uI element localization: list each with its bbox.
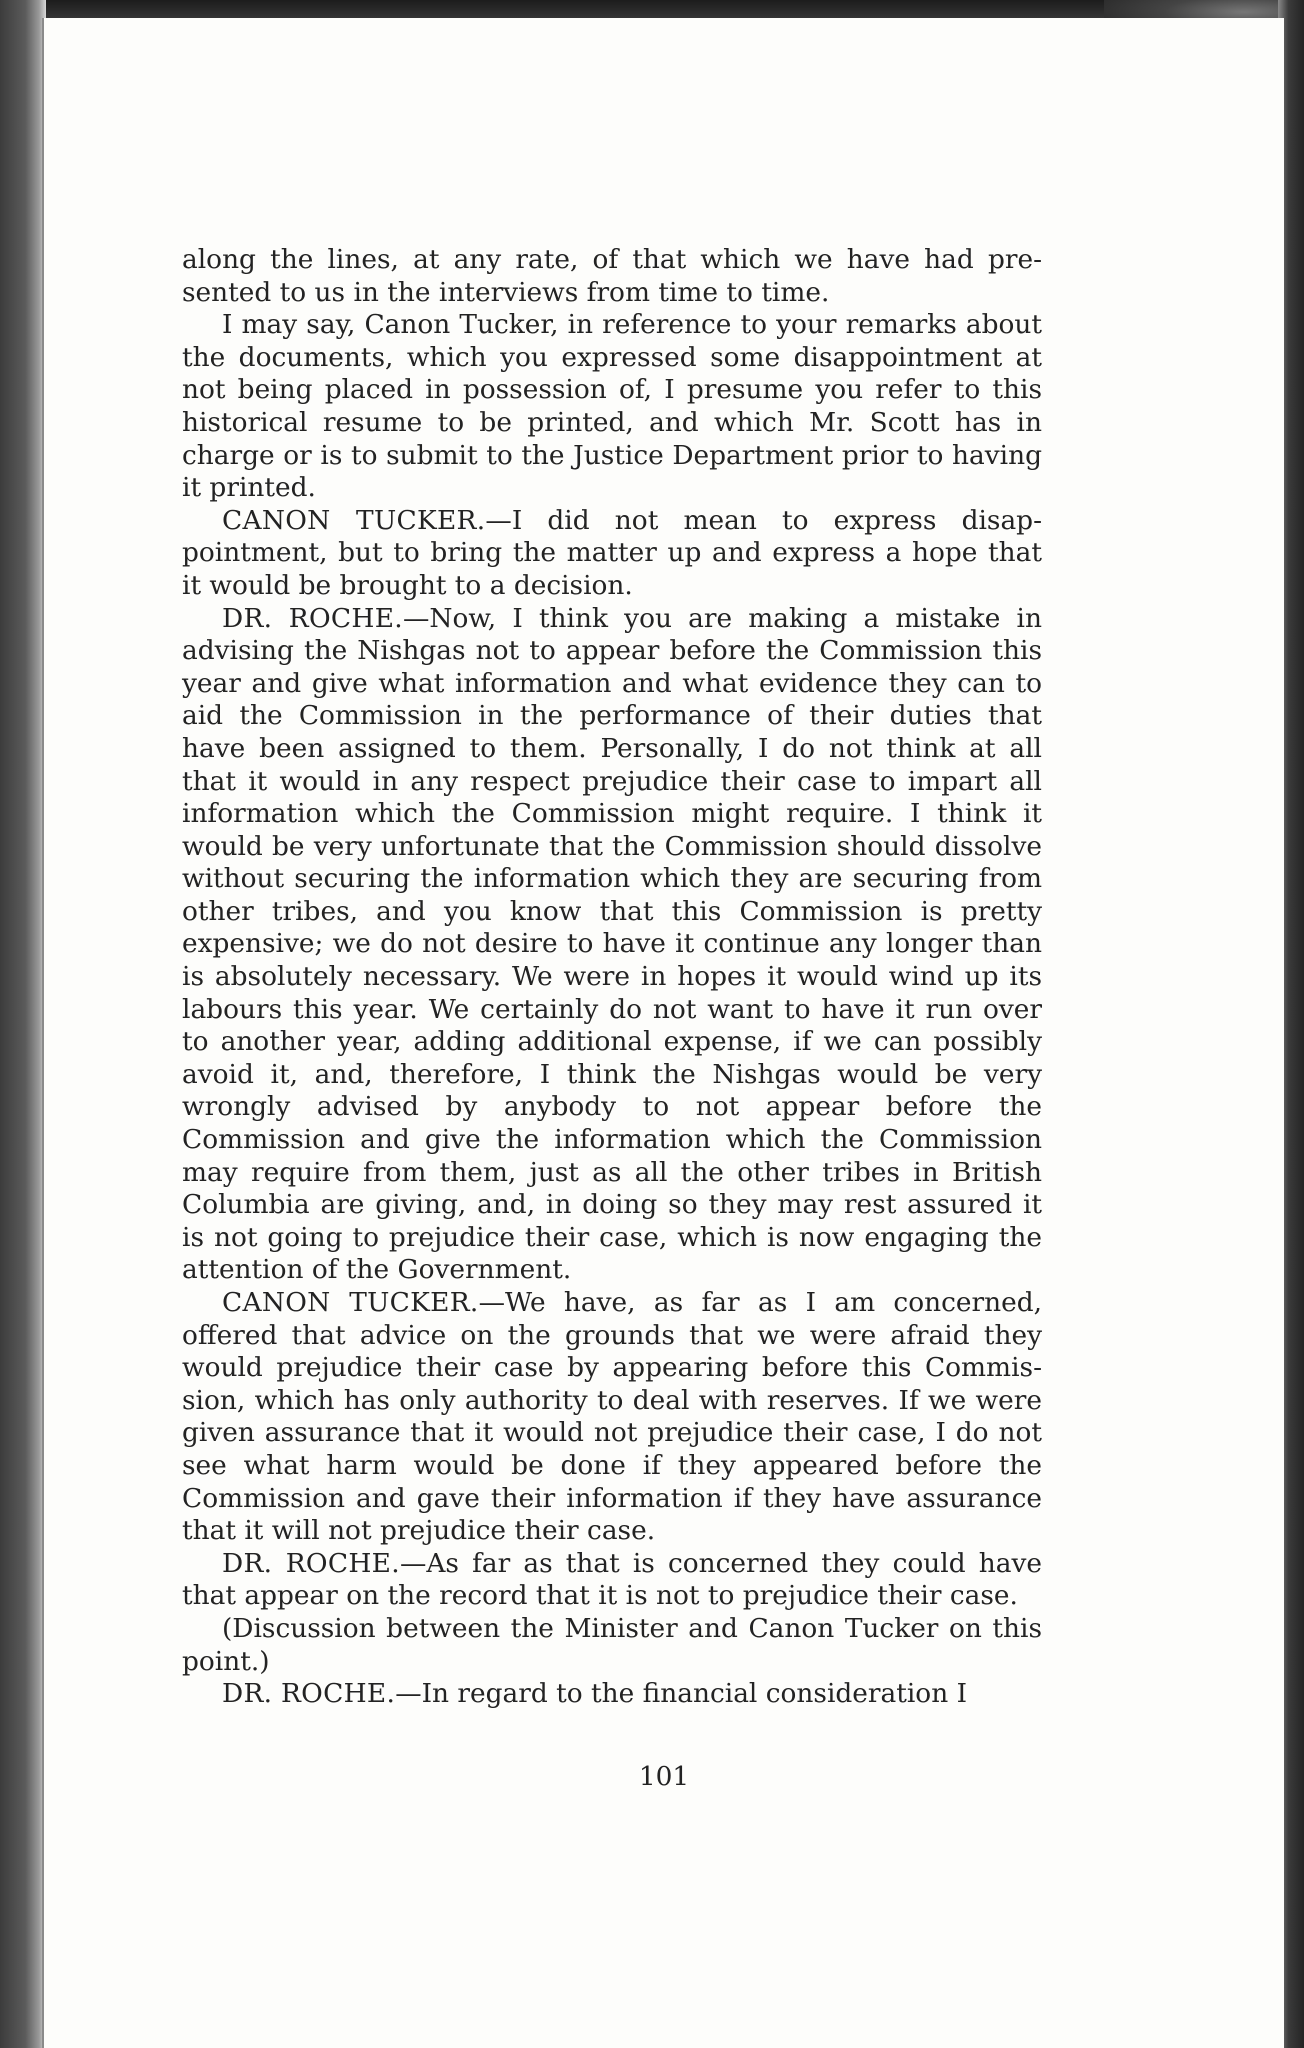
paragraph-text: I may say, Canon Tucker, in reference to your remarks about the documents, which you expressed some disappointment at not being placed in possession of, I presume you refer to this historical resume to be printed, and which Mr. Scott has in charge or is to submit to the Justice Department prior to having it printed.	[182, 309, 1042, 504]
speaker-name: DR. ROCHE.	[222, 1678, 396, 1710]
document-page	[42, 18, 1284, 2048]
paragraph-text: along the lines, at any rate, of that which we have had presented to us in the interviews from time to time.	[182, 244, 1042, 308]
paragraph-continuation	[182, 244, 1042, 309]
paragraph-text: (Discussion between the Minister and Canon Tucker on this point.)	[182, 1612, 1042, 1677]
paragraph-dr-roche-2	[182, 1548, 1042, 1613]
speaker-name: DR. ROCHE.	[222, 1547, 400, 1579]
paragraph-text: —Now, I think you are making a mistake in advising the Nishgas not to appear before the Commission this year and give what information and what evidence they can to aid the Commission in the performance of their duties that have been assigned to them. Personally, I do not think at all that it would in any respect prejudice their case to impart all information which the Commission might require. I think it would be very unfortunate that the Commission should dissolve without securing the information which they are securing from other tribes, and you know that this Commission is pretty expensive; we do not desire to have it continue any longer than is absolutely necessary. We were in hopes it would wind up its labours this year. We certainly do not want to have it run over to another year, adding additional expense, if we can possibly avoid it, and, therefore, I think the Nishgas would be very wrongly advised by anybody to not appear before the Commission and give the information which the Commission may require from them, just as all the other tribes in British Columbia are giving, and, in doing so they may rest assured it is not going to prejudice their case, which is now engaging the attention of the Government.	[182, 602, 1042, 1286]
paragraph-canon-tucker-2	[182, 1287, 1042, 1548]
page-number: 101	[638, 1761, 690, 1792]
paragraph-dr-roche-1	[182, 603, 1042, 1287]
speaker-name: DR. ROCHE.	[222, 602, 403, 634]
paragraph-discussion-note	[182, 1613, 1042, 1678]
paragraph-text: —We have, as far as I am concerned, offered that advice on the grounds that we were afraid they would prejudice their case by appearing before this Commission, which has only authority to deal with reserves. If we were given assurance that it would not prejudice their case, I do not see what harm would be done if they appeared before the Commission and gave their information if they have assurance that it will not prejudice their case.	[182, 1287, 1043, 1547]
book-binding-shadow	[0, 0, 46, 2048]
paragraph-canon-tucker-1	[182, 505, 1042, 603]
paragraph-text: —As far as that is concerned they could have that appear on the record that it is not to prejudice their case.	[182, 1547, 1042, 1612]
paragraph-text: —I did not mean to express disappointment, but to bring the matter up and express a hope that it would be brought to a decision.	[182, 504, 1042, 601]
speaker-name: CANON TUCKER.	[222, 504, 486, 536]
paragraph-minister-remarks	[182, 309, 1042, 505]
paragraph-text: —In regard to the financial consideration I	[395, 1678, 968, 1710]
speaker-name: CANON TUCKER.	[222, 1287, 479, 1318]
paragraph-dr-roche-3	[182, 1678, 1042, 1711]
body-text	[182, 244, 1042, 1711]
